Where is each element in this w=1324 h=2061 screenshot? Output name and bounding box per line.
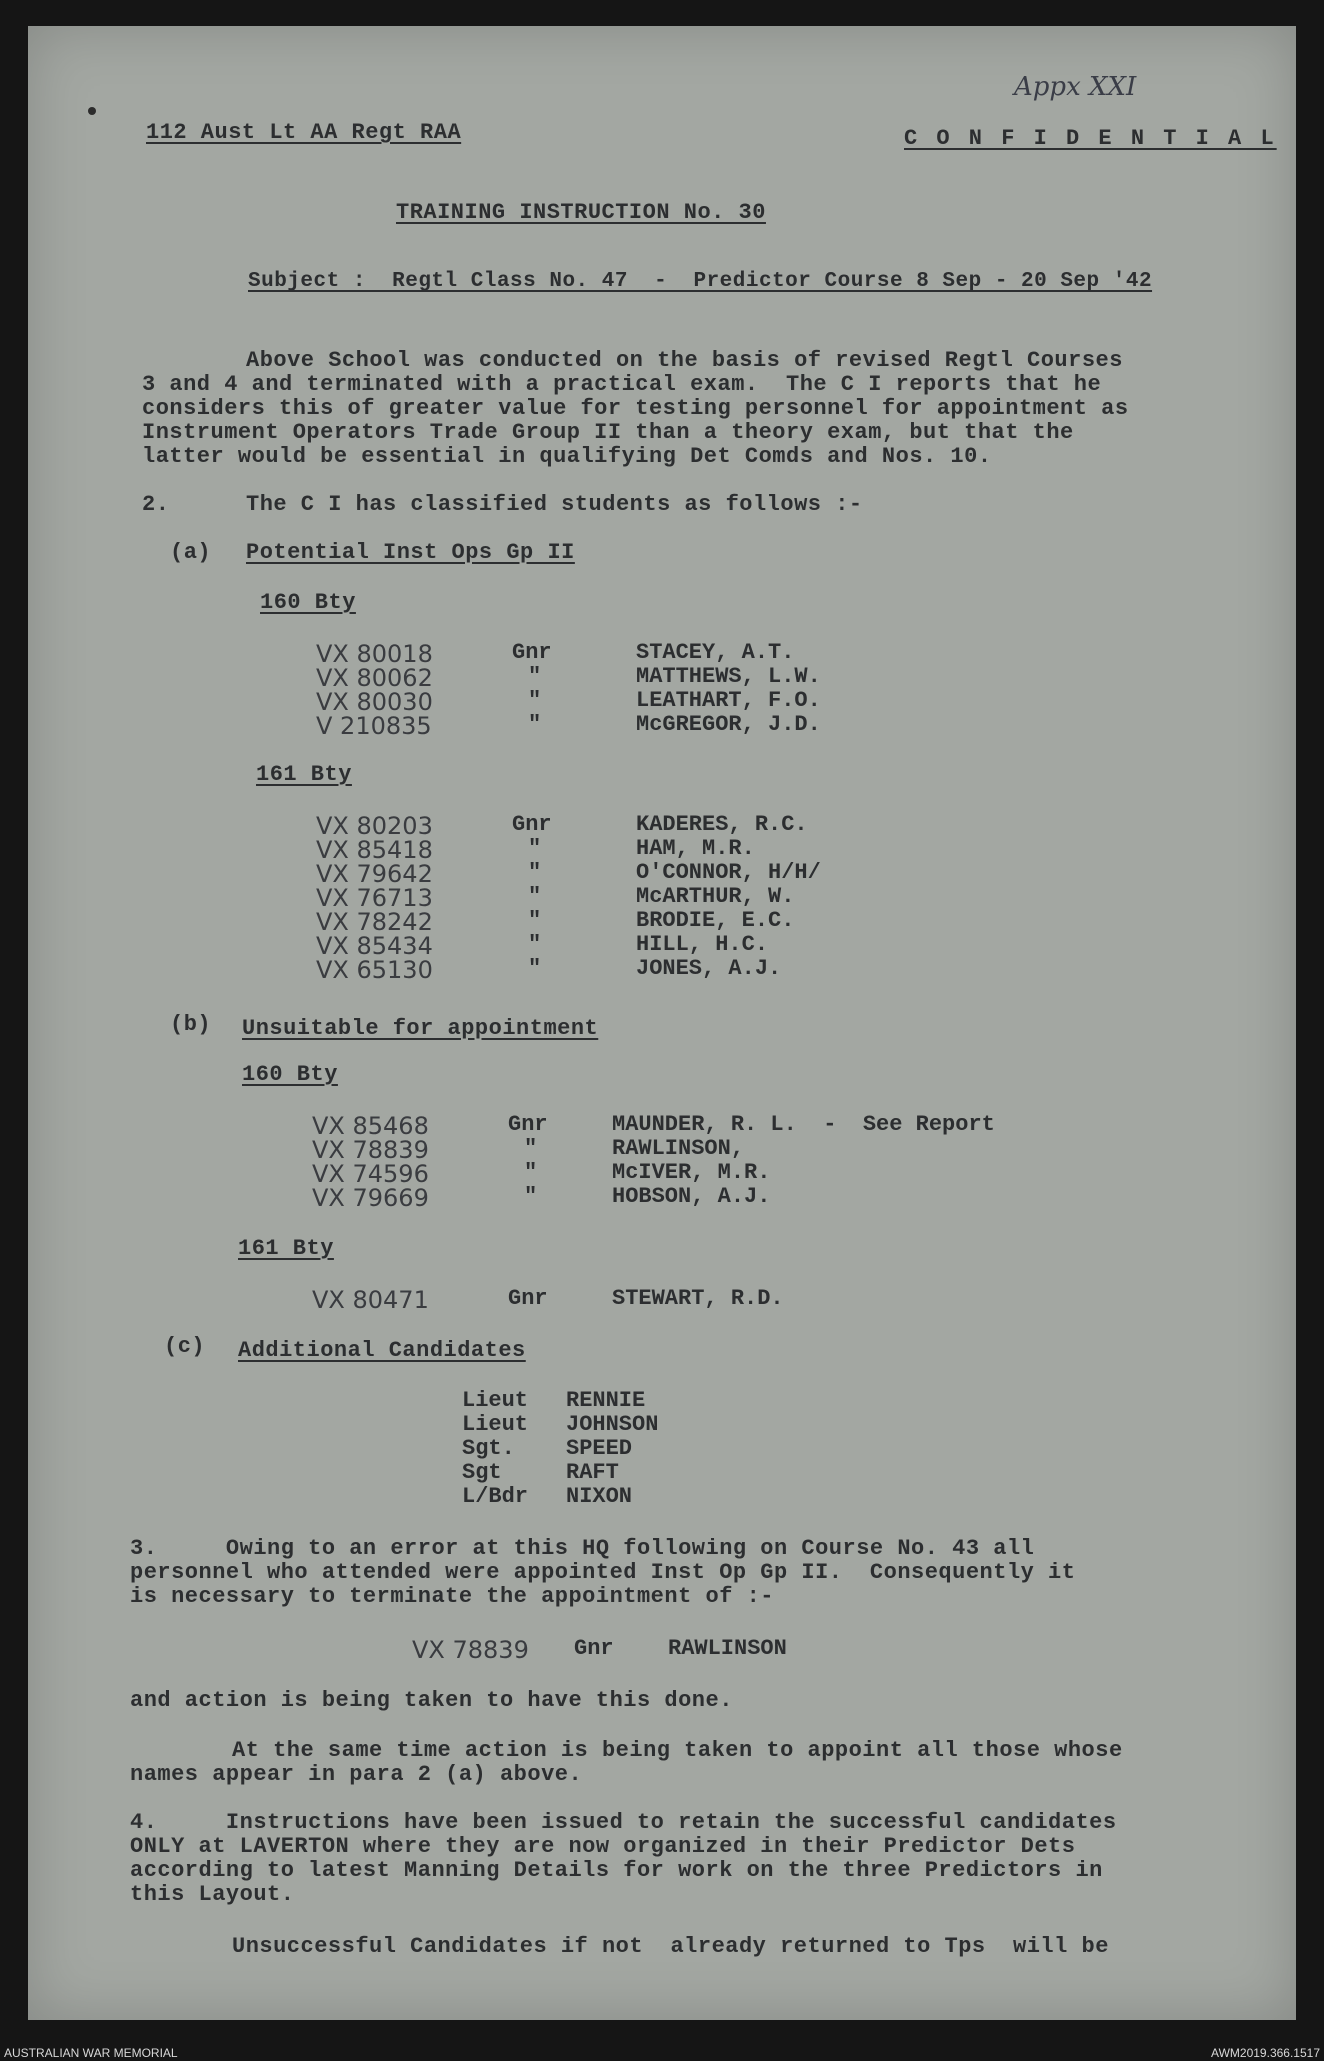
service-number: VX 80062 [316, 664, 433, 692]
para4-line: according to latest Manning Details for work on the three Predictors in [130, 1858, 1103, 1883]
service-number: VX 78242 [316, 908, 433, 936]
rank: Lieut [462, 1412, 529, 1437]
person-name: LEATHART, F.O. [636, 688, 821, 713]
person-name: O'CONNOR, H/H/ [636, 860, 821, 885]
person-name: BRODIE, E.C. [636, 908, 795, 933]
rank: Gnr [508, 1112, 548, 1137]
para1-line: 3 and 4 and terminated with a practical exam. The C I reports that he [142, 372, 1102, 397]
rank: " [528, 664, 542, 689]
battery-heading: 160 Bty [242, 1062, 338, 1087]
section-c-label: (c) [164, 1334, 206, 1359]
person-name: NIXON [566, 1484, 633, 1509]
section-c-heading: Additional Candidates [238, 1338, 526, 1363]
person-name: RAWLINSON, [612, 1136, 745, 1161]
para3-line: is necessary to terminate the appointment of :- [130, 1584, 775, 1609]
document-title: TRAINING INSTRUCTION No. 30 [396, 200, 766, 225]
person-name: JONES, A.J. [636, 956, 782, 981]
person-name: STEWART, R.D. [612, 1286, 784, 1311]
rank: " [528, 712, 542, 737]
rank: Lieut [462, 1388, 529, 1413]
service-number: VX 79642 [316, 860, 433, 888]
service-number: VX 65130 [316, 956, 433, 984]
service-number: VX 80030 [316, 688, 433, 716]
para1-line: Above School was conducted on the basis of revised Regtl Courses [246, 348, 1123, 373]
service-number: VX 85418 [316, 836, 433, 864]
service-number: VX 80471 [312, 1286, 429, 1314]
para1-line: Instrument Operators Trade Group II than a theory exam, but that the [142, 420, 1074, 445]
para4-line: ONLY at LAVERTON where they are now organized in their Predictor Dets [130, 1834, 1076, 1859]
battery-heading: 161 Bty [256, 762, 352, 787]
person-name: HOBSON, A.J. [612, 1184, 771, 1209]
battery-heading: 161 Bty [238, 1236, 334, 1261]
footer-accession: AWM2019.366.1517 [1211, 2046, 1320, 2060]
person-name: KADERES, R.C. [636, 812, 808, 837]
rank: " [528, 688, 542, 713]
para3-line: 3. Owing to an error at this HQ following on Course No. 43 all [130, 1536, 1035, 1561]
para5-line: Unsuccessful Candidates if not already returned to Tps will be [232, 1934, 1109, 1959]
section-b-label: (b) [170, 1012, 212, 1037]
para1-line: considers this of greater value for testing personnel for appointment as [142, 396, 1129, 421]
service-number: VX 74596 [312, 1160, 429, 1188]
footer-credit: AUSTRALIAN WAR MEMORIAL [4, 2046, 178, 2060]
para3-line: personnel who attended were appointed Inst Op Gp II. Consequently it [130, 1560, 1076, 1585]
service-number: VX 79669 [312, 1184, 429, 1212]
service-number: VX 78839 [412, 1636, 529, 1664]
service-number: V 210835 [316, 712, 432, 740]
rank: " [524, 1160, 538, 1185]
service-number: VX 78839 [312, 1136, 429, 1164]
person-name: HILL, H.C. [636, 932, 769, 957]
battery-heading: 160 Bty [260, 590, 356, 615]
person-name: RAWLINSON [668, 1636, 787, 1661]
person-name: SPEED [566, 1436, 633, 1461]
subject-line: Subject : Regtl Class No. 47 - Predictor Course 8 Sep - 20 Sep '42 [248, 270, 1153, 293]
rank: Gnr [512, 812, 552, 837]
rank: Sgt. [462, 1436, 515, 1461]
rank: " [528, 860, 542, 885]
rank: " [528, 884, 542, 909]
para4-line: this Layout. [130, 1882, 295, 1907]
person-name: MAUNDER, R. L. - See Report [612, 1112, 995, 1137]
service-number: VX 80203 [316, 812, 433, 840]
para3b-line: At the same time action is being taken to appoint all those whose [232, 1738, 1123, 1763]
unit-header: 112 Aust Lt AA Regt RAA [146, 120, 462, 145]
document-page [28, 26, 1296, 2020]
person-name: McGREGOR, J.D. [636, 712, 821, 737]
section-a-heading: Potential Inst Ops Gp II [246, 540, 575, 565]
person-name: JOHNSON [566, 1412, 659, 1437]
service-number: VX 85434 [316, 932, 433, 960]
section-a-label: (a) [170, 540, 212, 565]
para3-action: and action is being taken to have this done. [130, 1688, 733, 1713]
person-name: RAFT [566, 1460, 619, 1485]
para4-line: 4. Instructions have been issued to retain the successful candidates [130, 1810, 1117, 1835]
rank: " [528, 932, 542, 957]
para1-line: latter would be essential in qualifying Det Comds and Nos. 10. [142, 444, 992, 469]
rank: " [528, 836, 542, 861]
service-number: VX 80018 [316, 640, 433, 668]
para3b-line: names appear in para 2 (a) above. [130, 1762, 583, 1787]
person-name: HAM, M.R. [636, 836, 755, 861]
person-name: MATTHEWS, L.W. [636, 664, 821, 689]
para2-number: 2. [142, 492, 170, 517]
rank: " [524, 1184, 538, 1209]
rank: " [528, 956, 542, 981]
section-b-heading: Unsuitable for appointment [242, 1016, 599, 1041]
service-number: VX 76713 [316, 884, 433, 912]
punch-hole [88, 107, 96, 115]
person-name: McARTHUR, W. [636, 884, 795, 909]
rank: Gnr [512, 640, 552, 665]
para2-text: The C I has classified students as follows :- [246, 492, 863, 517]
handwritten-annotation: Appx XXI [1014, 72, 1137, 102]
service-number: VX 85468 [312, 1112, 429, 1140]
rank: Gnr [574, 1636, 614, 1661]
rank: L/Bdr [462, 1484, 529, 1509]
rank: Gnr [508, 1286, 548, 1311]
person-name: McIVER, M.R. [612, 1160, 771, 1185]
person-name: RENNIE [566, 1388, 646, 1413]
person-name: STACEY, A.T. [636, 640, 795, 665]
rank: " [528, 908, 542, 933]
rank: " [524, 1136, 538, 1161]
rank: Sgt [462, 1460, 502, 1485]
classification-label: C O N F I D E N T I A L [904, 126, 1277, 151]
